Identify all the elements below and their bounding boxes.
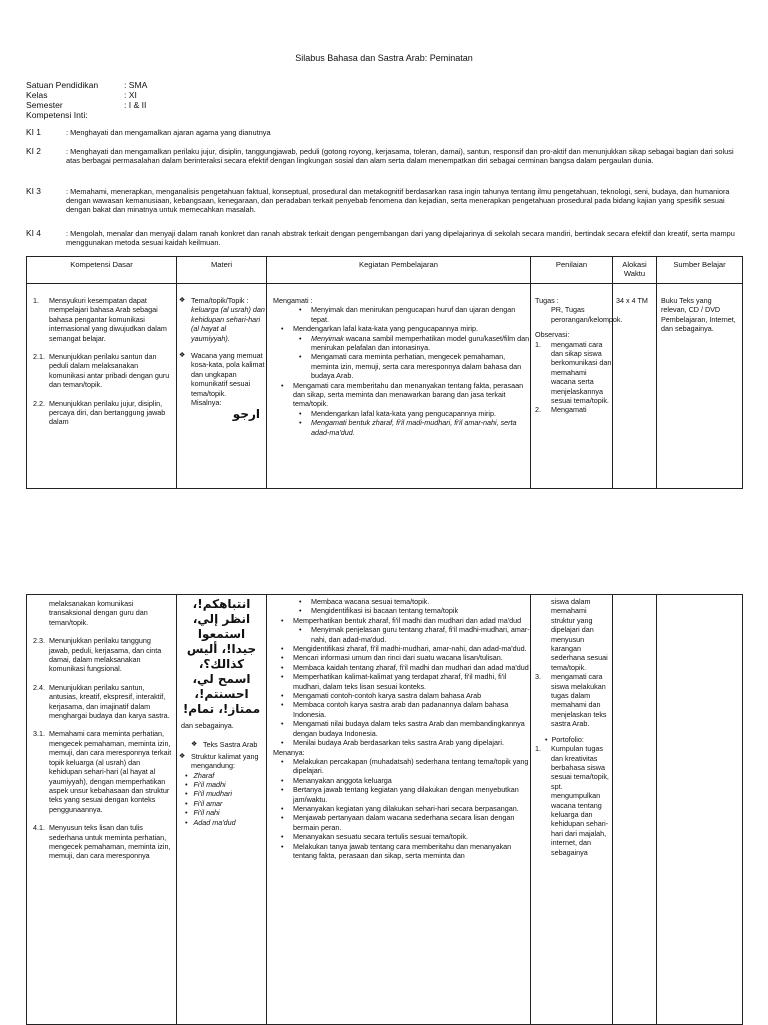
list-item: • Mengamati cara memberitahu dan menanyakan tentang fakta, perasaan dan sikap, serta meminta dan menawarkan barang dan jasa terkait tema/topik. [273,381,530,409]
penilaian-continued: siswa dalam memahami struktur yang dipelajari dan menyusun karangan sederhana sesuai tema/topik. [551,597,608,672]
ki-label: KI 4 [26,228,41,238]
school-info [26,80,147,120]
header-sumber: Sumber Belajar [657,257,743,284]
list-item: • Fi'il nahi [185,808,220,818]
list-item: • Mengamati nilai budaya dalam teks sastra Arab dan membandingkannya dengan budaya Indonesia. [273,719,530,738]
syllabus-table-page-1 [26,256,743,489]
list-item: 2. Mengamati [535,405,587,415]
list-item: • Mendengarkan lafal kata-kata yang pengucapannya mirip. [273,324,530,333]
page-2 [0,590,768,1024]
materi-wacana: ❖ Wacana yang memuat kosa-kata, pola kalimat dan ungkapan komunikatif sesuai tema/topik. [191,351,266,398]
alokasi-value: 34 x 4 TM [616,296,648,305]
info-value: : I & II [124,100,147,110]
list-item: • Membaca kaidah tentang zharaf, fi'il madhi dan mudhari dan adad ma'dud [273,663,530,672]
list-item: • Adad ma'dud [185,817,236,827]
document-title: Silabus Bahasa dan Sastra Arab: Peminatan [295,53,473,63]
list-item: • Zharaf [185,770,215,780]
list-item: 1. mengamati cara dan sikap siswa berkomunikasi dan memahami wacana serta menjelaskannya sesuai tema/topik. [535,339,612,406]
materi-cell [177,284,267,489]
list-item: • Menanyakan kegiatan yang dilakukan sehari-hari secara berpasangan. [273,804,530,813]
header-materi: Materi [177,257,267,284]
info-key: Semester [26,100,63,110]
info-row [26,90,147,100]
list-item: 2.3. Menunjukkan perilaku tanggung jawab, peduli, kerjasama, dan cinta damai, dalam melaksanakan komunikasi fungsional. [33,636,162,674]
info-row [26,80,147,90]
syllabus-table-page-2 [26,594,743,1025]
kegiatan-cell [267,595,531,1025]
list-item: • Mengamati cara meminta perhatian, mengecek pemahaman, meminta izin, memuji, serta cara meresponnya dalam bahasa dan budaya Arab. [273,352,530,380]
list-item: • Menilai budaya Arab berdasarkan teks sastra Arab yang dipelajari. [273,738,530,747]
list-item: • Melakukan tanya jawab tentang cara memberitahu dan menanyakan tentang fakta, perasaan dan sikap, serta meminta dan [273,842,530,861]
ki-3 [26,187,741,215]
ki-text: : Mengolah, menalar dan menyaji dalam ranah konkret dan ranah abstrak terkait dengan pengembangan dari yang dipelajarinya di sekolah secara mandiri, bertindak secara efektif dan kreatif, serta mampu menggunakan metoda sesuai kaidah keilmuan. [66,229,735,248]
observasi-heading: Observasi: [535,330,570,340]
list-item: • Mendengarkan lafal kata-kata yang pengucapannya mirip. [273,409,530,418]
list-item: • Menanyakan sesuatu secara tertulis sesuai tema/topik. [273,832,530,841]
table-row [27,284,743,489]
penilaian-cell [531,595,613,1025]
list-item: 4.1. Menyusun teks lisan dan tulis sederhana untuk meminta perhatian, mengecek pemahaman, meminta izin, memuji, dan cara meresponnya [33,823,171,861]
materi-topic: keluarga (al usrah) dan kehidupan sehari-hari (al hayat al yaumiyyah). [191,305,265,343]
list-item: 2.4. Menunjukkan perilaku santun, antusias, kreatif, ekspresif, interaktif, kerjasama, dan imajinatif dalam menghargai budaya dan karya sastra. [33,682,170,721]
list-item: • Menyimak wacana sambil memperhatikan model guru/kaset/film dan menirukan pelafalan dan intonasinya. [273,334,530,353]
ki-1 [26,128,741,137]
mengamati-heading: Mengamati : [273,296,313,305]
materi-cell [177,595,267,1025]
kd-cell [27,595,177,1025]
list-item: • Mengidentifikasi isi bacaan tentang tema/topik [273,606,530,615]
list-item: 2.2. Menunjukkan perilaku jujur, disiplin, percaya diri, dan bertanggung jawab dalam [33,398,166,427]
list-item: • Memperhatikan bentuk zharaf, fi'il madhi dan mudhari dan adad ma'dud [273,616,530,625]
list-item: • Menjawab pertanyaan dalam wacana sederhana secara lisan dengan bermain peran. [273,813,530,832]
list-item: • Membaca wacana sesuai tema/topik. [273,597,530,606]
ki-label: KI 2 [26,146,41,156]
materi-list [185,771,266,827]
list-item: • Fi'il mudhari [185,789,233,799]
list-item: • Fi'il amar [185,798,223,808]
table-row [27,595,743,1025]
list-item: • Mengamati contoh-contoh karya sastra dalam bahasa Arab [273,691,530,700]
kd-cell [27,284,177,489]
list-item: • Mengidentifikasi zharaf, fi'il madhi-mudhari, amar-nahi, dan adad-ma'dud. [273,644,530,653]
list-item: • Memperhatikan kalimat-kalimat yang terdapat zharaf, fi'il madhi, fi'il mudhari, dalam teks lisan sesuai konteks. [273,672,530,691]
page-1 [0,0,768,500]
ki-text: : Menghayati dan mengamalkan ajaran agama yang dianutnya [66,128,271,137]
kompetensi-inti-label: Kompetensi Inti: [26,110,88,120]
materi-topic-heading: ❖ Tema/topik/Topik : [191,296,266,305]
ki-label: KI 3 [26,186,41,196]
ki-text: : Memahami, menerapkan, menganalisis pengetahuan faktual, konseptual, prosedural dan metakognitif berdasarkan rasa ingin tahunya tentang ilmu pengetahuan, teknologi, seni, budaya, dan humaniora dengan wawasan kemanusiaan, kebangsaan, kenegaraan, dan peradaban terkait penyebab fenomena dan kejadian, serta menerapkan pengetahuan prosedural pada bidang kajian yang spesifik sesuai dengan bakat dan minatnya untuk memecahkan masalah. [66,187,730,215]
list-item: 1. Mensyukuri kesempatan dapat mempelajari bahasa Arab sebagai bahasa pengantar komunikasi internasional yang diwujudkan dalam semangat belajar. [33,296,167,343]
kegiatan-cell [267,284,531,489]
materi-sebagainya: dan sebagainya. [181,721,234,730]
ki-label: KI 1 [26,127,41,137]
list-item: 2.1. Menunjukkan perilaku santun dan peduli dalam melaksanakan komunikasi antar pribadi dengan guru dan teman/topik. [33,352,170,390]
menanya-heading: Menanya: [273,747,305,757]
sumber-cell [657,284,743,489]
materi-misalnya: Misalnya: [191,398,222,408]
info-value: : XI [124,90,137,100]
info-key: Kelas [26,90,48,100]
sumber-value: Buku Teks yang relevan, CD / DVD Pembelajaran, Internet, dan sebagainya. [661,296,736,334]
header-alokasi: Alokasi Waktu [613,257,657,284]
list-item: 3.1. Memahami cara meminta perhatian, mengecek pemahaman, meminta izin, memuji, dan cara meresponnya terkait topik keluarga (al usrah) dan kehidupan sehari-hari (al hayat al yaumiyyah), dengan memperhatikan aspek unsur kebahasaan dan struktur teks yang sesuai dengan konteks penggunaannya. [33,729,172,814]
header-kompetensi-dasar: Kompetensi Dasar [27,257,177,284]
list-item: • Menyimak penjelasan guru tentang zharaf, fi'il madhi-mudhari, amar-nahi, dan adad-ma'dud. [273,625,530,644]
list-item: 3. mengamati cara siswa melakukan tugas dalam memahami dan menjelaskan teks sastra Arab. [535,672,607,729]
list-item: • Bertanya jawab tentang kegiatan yang dilakukan dengan menyebutkan jam/waktu. [273,785,530,804]
header-kegiatan: Kegiatan Pembelajaran [267,257,531,284]
ki-2 [26,147,741,165]
materi-teks-sastra: ❖ Teks Sastra Arab [203,740,266,749]
list-item: • Menanyakan anggota keluarga [273,776,530,785]
table-header-row [27,257,743,284]
list-item: • Mencari informasi umum dan rinci dari suatu wacana lisan/tulisan. [273,653,530,662]
list-item: • Melakukan percakapan (muhadatsah) sederhana tentang tema/topik yang dipelajari. [273,757,530,776]
list-item: melaksanakan komunikasi transaksional dengan guru dan teman/topik. [49,599,148,627]
portofolio-heading: • Portofolio: [545,734,584,744]
list-item: • Mengamati bentuk zharaf, fi'il madi-mudhari, fi'il amar-nahi, serta adad-ma'dud. [273,418,530,437]
penilaian-cell [531,284,623,489]
list-item: • Fi'il madhi [185,780,226,790]
list-item: 1. Kumpulan tugas dan kreativitas berbahasa siswa sesuai tema/topik, spt. mengumpulkan wacana tentang keluarga dan kehidupan sehari-hari dari majalah, internet, dan sebagainya [535,744,609,857]
info-row [26,100,147,110]
arabic-expressions: انتباهكم!، انظر إلي، استمعوا جيدا!، أليس كذالك؟، اسمح لي، احسنتم!، ممتاز!، تمام! [182,597,261,716]
list-item: • Menyimak dan menirukan pengucapan huruf dan ujaran dengan tepat. [273,305,530,324]
list-item: • Membaca contoh karya sastra arab dan padanannya dalam bahasa Indonesia. [273,700,530,719]
ki-text: : Menghayati dan mengamalkan perilaku jujur, disiplin, tanggungjawab, peduli (gotong royong, kerjasama, toleran, damai), santun, responsif dan pro-aktif dan menunjukkan sikap sebagai bagian dari solusi atas berbagai permasalahan dalam berinteraksi secara efektif dengan lingkungan sosial dan alam serta dalam menempatkan diri sebagai cerminan bangsa dalam pergaulan dunia. [66,147,734,166]
arabic-example: ارجو [232,407,260,422]
info-value: : SMA [124,80,148,90]
info-key: Satuan Pendidikan [26,80,99,90]
header-penilaian: Penilaian [531,257,613,284]
tugas-detail: PR, Tugas perorangan/kelompok. [551,305,623,324]
tugas-heading: Tugas : [535,296,559,305]
sumber-cell [657,595,743,1025]
alokasi-cell [613,595,657,1025]
materi-struktur: ❖ Struktur kalimat yang mengandung: [191,752,266,771]
ki-4 [26,229,741,247]
